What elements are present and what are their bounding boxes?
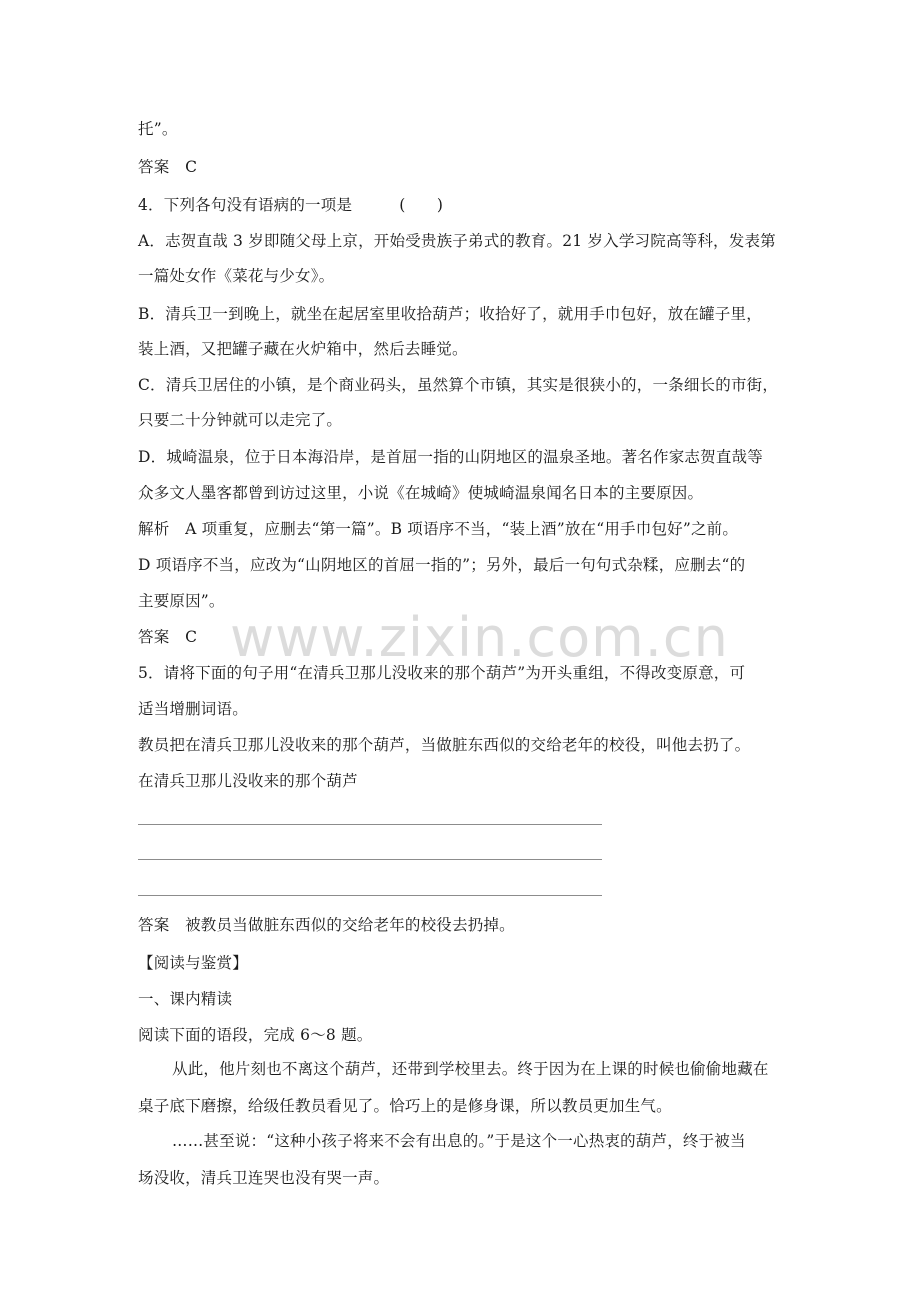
answer-blank-line <box>138 859 602 860</box>
passage-text: 桌子底下磨擦，给级任教员看见了。恰巧上的是修身课，所以教员更加生气。 <box>138 1097 672 1115</box>
answer-blank-line <box>138 895 602 896</box>
rewrite-prompt: 在清兵卫那儿没收来的那个葫芦 <box>138 772 358 790</box>
text-line: 装上酒，又把罐子藏在火炉箱中，然后去睡觉。 <box>138 340 468 358</box>
answer-blank-line <box>138 824 602 825</box>
answer-label: 答案 C <box>138 158 198 176</box>
text-line: 只要二十分钟就可以走完了。 <box>138 411 343 429</box>
passage-paragraph: 从此，他片刻也不离这个葫芦，还带到学校里去。终于因为在上课的时候也偷偷地藏在 <box>172 1060 769 1078</box>
question-4: 4．下列各句没有语病的一项是 ( ) <box>138 196 444 214</box>
option-d: D．城崎温泉，位于日本海沿岸，是首屈一指的山阴地区的温泉圣地。著名作家志贺直哉等 <box>138 448 763 466</box>
option-a: A．志贺直哉 3 岁即随父母上京，开始受贵族子弟式的教育。21 岁入学习院高等科，发表第 <box>138 232 776 250</box>
section-heading: 【阅读与鉴赏】 <box>138 954 248 972</box>
source-sentence: 教员把在清兵卫那儿没收来的那个葫芦，当做脏东西似的交给老年的校役，叫他去扔了。 <box>138 736 751 754</box>
option-b: B．清兵卫一到晚上，就坐在起居室里收拾葫芦；收拾好了，就用手巾包好，放在罐子里， <box>138 305 762 323</box>
text-line: 托”。 <box>138 120 178 138</box>
text-line: 适当增删词语。 <box>138 700 248 718</box>
passage-paragraph: ……甚至说：“这种小孩子将来不会有出息的。”于是这个一心热衷的葫芦，终于被当 <box>172 1132 746 1150</box>
text-line: 众多文人墨客都曾到访过这里，小说《在城崎》使城崎温泉闻名日本的主要原因。 <box>138 484 704 502</box>
answer-label: 答案 C <box>138 628 198 646</box>
text-line: 主要原因”。 <box>138 592 225 610</box>
passage-text: 场没收，清兵卫连哭也没有哭一声。 <box>138 1169 390 1187</box>
analysis: 解析 A 项重复，应删去“第一篇”。B 项语序不当，“装上酒”放在“用手巾包好”之前。 <box>138 520 739 538</box>
subsection-heading: 一、课内精读 <box>138 990 233 1008</box>
answer-label: 答案 被教员当做脏东西似的交给老年的校役去扔掉。 <box>138 916 515 934</box>
watermark: www.zixin.com.cn <box>230 606 729 669</box>
text-line: 一篇处女作《菜花与少女》。 <box>138 267 335 285</box>
text-line: D 项语序不当，应改为“山阴地区的首屈一指的”；另外，最后一句句式杂糅，应删去“的 <box>138 556 746 574</box>
question-5: 5．请将下面的句子用“在清兵卫那儿没收来的那个葫芦”为开头重组，不得改变原意，可 <box>138 664 746 682</box>
option-c: C．清兵卫居住的小镇，是个商业码头，虽然算个市镇，其实是很狭小的，一条细长的市街， <box>138 376 779 394</box>
instruction: 阅读下面的语段，完成 6～8 题。 <box>138 1026 373 1044</box>
